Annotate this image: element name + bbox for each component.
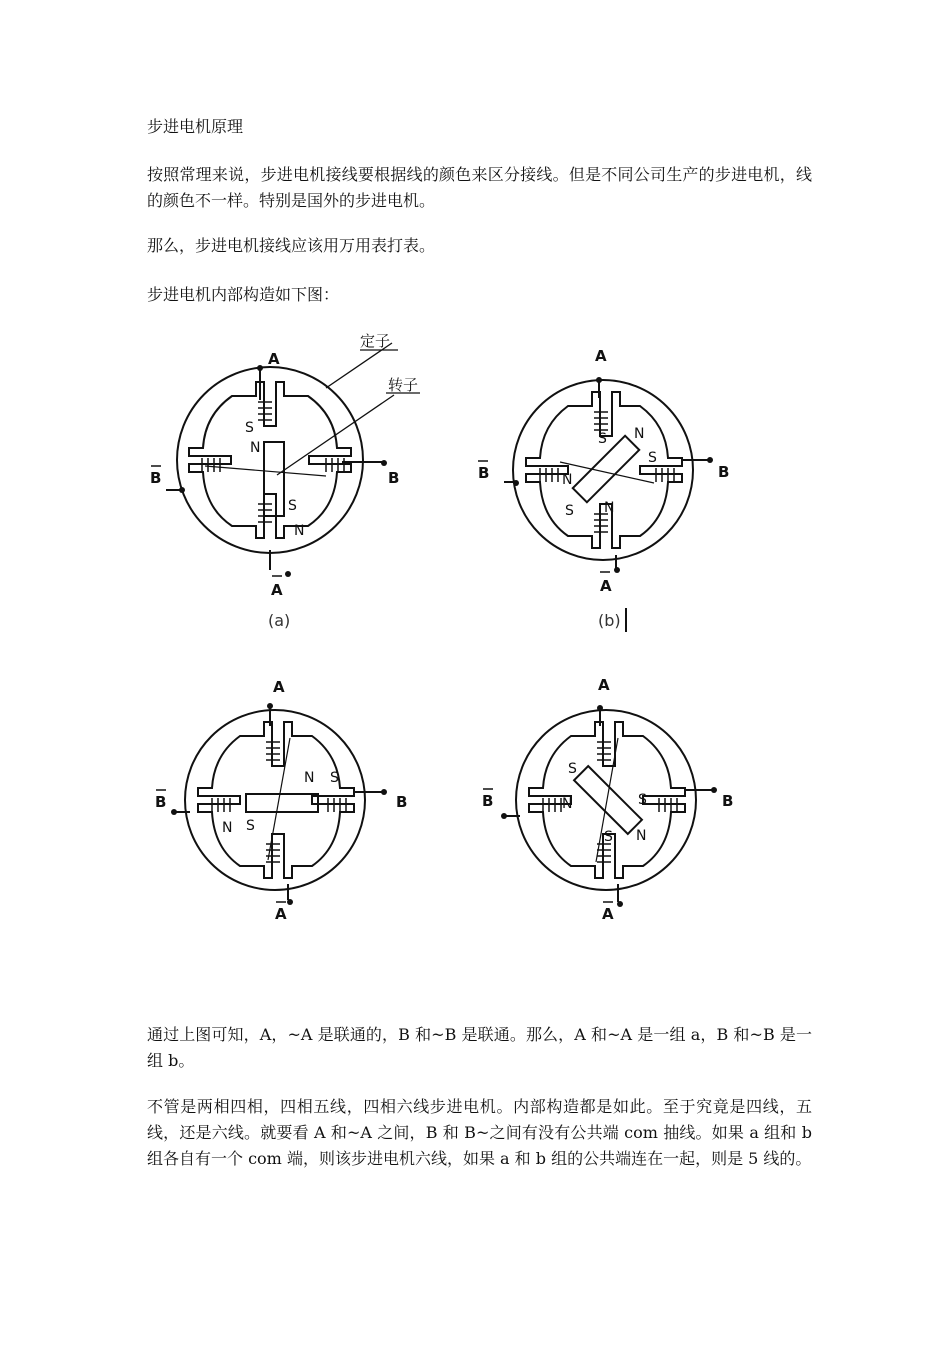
page-title: 步进电机原理	[147, 117, 244, 136]
caption-a: (a)	[268, 611, 291, 630]
pole-s: S	[330, 770, 339, 786]
pole-n: N	[562, 472, 573, 488]
paragraph-4: 通过上图可知，A，~A 是联通的，B 和~B 是联通。那么，A 和~A 是一组 a，B 和~B 是一组 b。	[147, 1025, 812, 1070]
pole-s: S	[568, 761, 577, 777]
pole-s: S	[638, 792, 647, 808]
paragraph-2: 那么，步进电机接线应该用万用表打表。	[147, 236, 436, 255]
pole-s: S	[598, 431, 607, 447]
terminal-b-label: B	[388, 469, 400, 487]
terminal-a-bar-label: A	[602, 905, 614, 923]
terminal-b-label: B	[718, 463, 730, 481]
pole-s: S	[604, 829, 613, 845]
pole-s: S	[246, 818, 255, 834]
terminal-b-label: B	[396, 793, 408, 811]
terminal-b-bar-label: B	[155, 793, 167, 811]
pole-s: S	[648, 450, 657, 466]
paragraph-3: 步进电机内部构造如下图：	[147, 285, 340, 304]
pole-s: S	[565, 503, 574, 519]
paragraph-5: 不管是两相四相，四相五线，四相六线步进电机。内部构造都是如此。至于究竟是四线，五线，还是六线。就要看 A 和~A 之间，B 和 B~之间有没有公共端 com 抽线。如果 a 组和 b 组各自有一个 com 端，则该步进电机六线，如果 a 和 b 组的公共端连在一起，则是 5 线的。	[147, 1097, 812, 1168]
pole-n: N	[294, 523, 305, 539]
pole-n: N	[304, 770, 315, 786]
terminal-a-bar-label: A	[275, 905, 287, 923]
pole-s: S	[245, 420, 254, 436]
terminal-b-bar-label: B	[482, 792, 494, 810]
terminal-b-bar-label: B	[478, 464, 490, 482]
pole-s: S	[288, 498, 297, 514]
terminal-a-label: A	[598, 676, 610, 694]
motor-diagram-d	[470, 670, 760, 940]
motor-diagram-b	[470, 340, 760, 640]
pole-n: N	[250, 440, 261, 456]
terminal-a-bar-label: A	[271, 581, 283, 599]
motor-diagram-a	[130, 330, 440, 640]
caption-b: (b)	[598, 611, 621, 630]
rotor-label: 转子	[388, 376, 419, 394]
terminal-a-bar-label: A	[600, 577, 612, 595]
terminal-b-label: B	[722, 792, 734, 810]
pole-n: N	[604, 500, 615, 516]
pole-n: N	[222, 820, 233, 836]
stator-label: 定子	[360, 332, 391, 350]
terminal-a-label: A	[595, 347, 607, 365]
paragraph-1: 按照常理来说，步进电机接线要根据线的颜色来区分接线。但是不同公司生产的步进电机，线的颜色不一样。特别是国外的步进电机。	[147, 165, 812, 210]
terminal-a-label: A	[268, 350, 280, 368]
terminal-b-bar-label: B	[150, 469, 162, 487]
pole-n: N	[634, 426, 645, 442]
pole-n: N	[636, 828, 647, 844]
pole-n: N	[562, 796, 573, 812]
motor-diagram-c	[140, 670, 430, 940]
terminal-a-label: A	[273, 678, 285, 696]
